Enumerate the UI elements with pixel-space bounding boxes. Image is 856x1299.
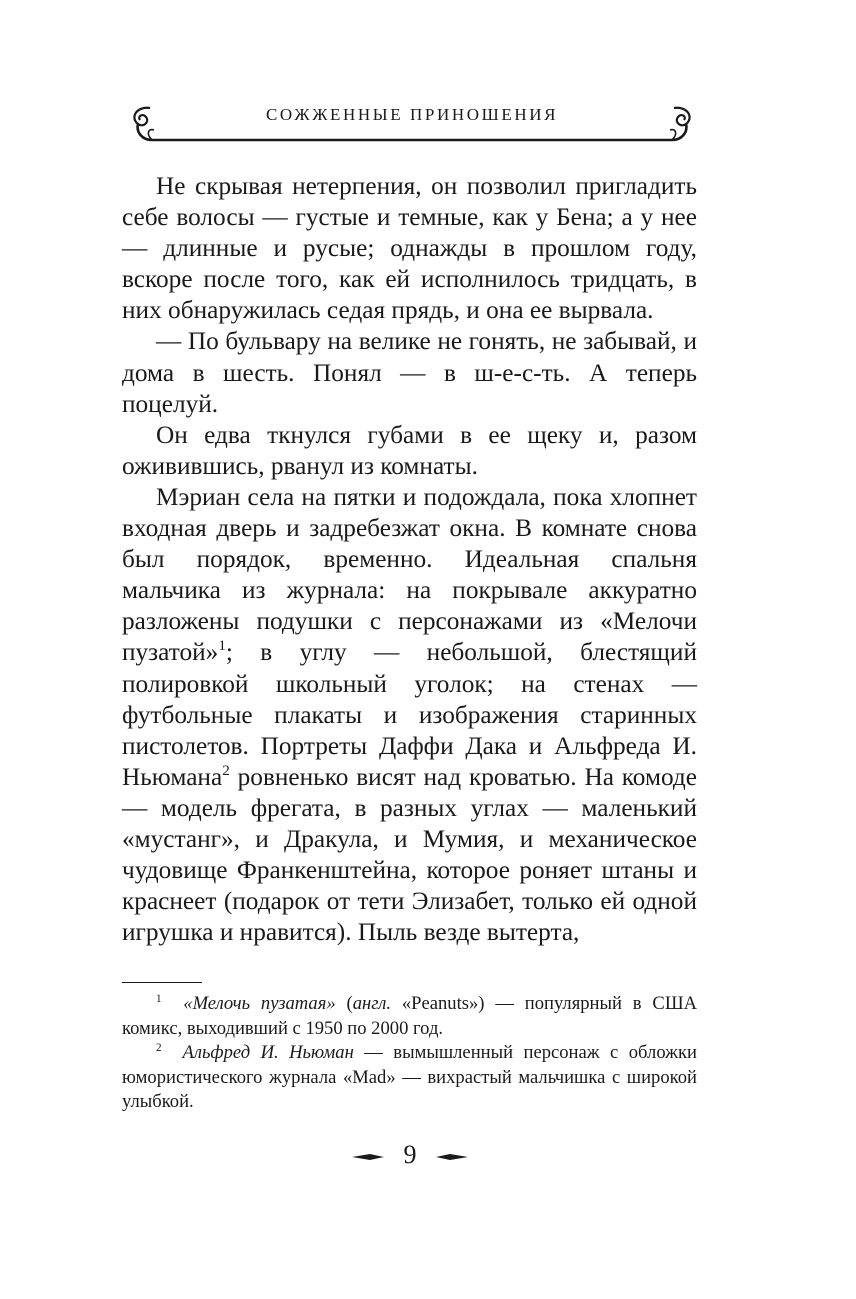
footnote [122,992,697,1041]
paragraph: Он едва ткнулся губами в ее щеку и, разом оживившись, рванул из комнаты. [122,420,697,480]
footnote-ref: 2 [222,761,230,779]
paragraph-text: ровненько висят над кроватью. На комоде — модель фрегата, в разных углах — маленький «мустанг», и Дракула, и Мумия, и механическое чудовище Франкенштейна, которое роняет штаны и краснеет (подарок от тети Элизабет, только ей одной игрушка и нравится). Пыль везде вытерта, [122,762,697,947]
paragraph: — По бульвару на велике не гонять, не забывай, и дома в шесть. Понял — в ш-е-с-ть. А теперь поцелуй. [122,327,697,418]
footnote-term: Альфред И. Ньюман [182,1042,354,1063]
paragraph-text: ; в углу — небольшой, блестящий полировкой школьный уголок; на стенах — футбольные плакаты и изображения старинных пистолетов. Портреты Даффи Дака и Альфреда И. Ньюмана [122,638,697,791]
footnote-text: ( [335,993,353,1014]
footnote-term: «Мелочь пузатая» [183,993,336,1014]
footnote-text: — вымышленный персонаж с обложки юмористического журнала «Mad» — вихрастый мальчишка с широкой улыбкой. [122,1042,698,1112]
footnote-number: 1 [156,992,162,1005]
footnote-number: 2 [156,1041,162,1054]
body-text [122,171,697,948]
footnotes [122,992,697,1115]
footnote-rule [122,982,202,983]
page-number: 9 [403,1140,417,1169]
footnote-lang: англ. [352,993,391,1014]
paragraph [122,482,697,948]
page-folio [350,1140,470,1172]
running-header-title: СОЖЖЕННЫЕ ПРИНОШЕНИЯ [265,105,559,124]
running-header [128,100,696,150]
footnote-text: «Peanuts») — популярный в США комикс, выходивший с 1950 по 2000 год. [122,993,698,1039]
paragraph: Не скрывая нетерпения, он позволил пригладить себе волосы — густые и темные, как у Бена; а у нее — длинные и русые; однажды в прошлом году, вскоре после того, как ей исполнилось тридцать, в них обнаружилась седая прядь, и она ее вырвала. [122,172,697,325]
footnote-ref: 1 [218,637,226,655]
paragraph-text: Мэриан села на пятки и подождала, пока хлопнет входная дверь и задребезжат окна. В комнате снова был порядок, временно. Идеальная спальня мальчика из журнала: на покрывале аккуратно разложены подушки с персонажами из «Мелочи пузатой» [122,482,697,667]
footnote [122,1041,697,1115]
